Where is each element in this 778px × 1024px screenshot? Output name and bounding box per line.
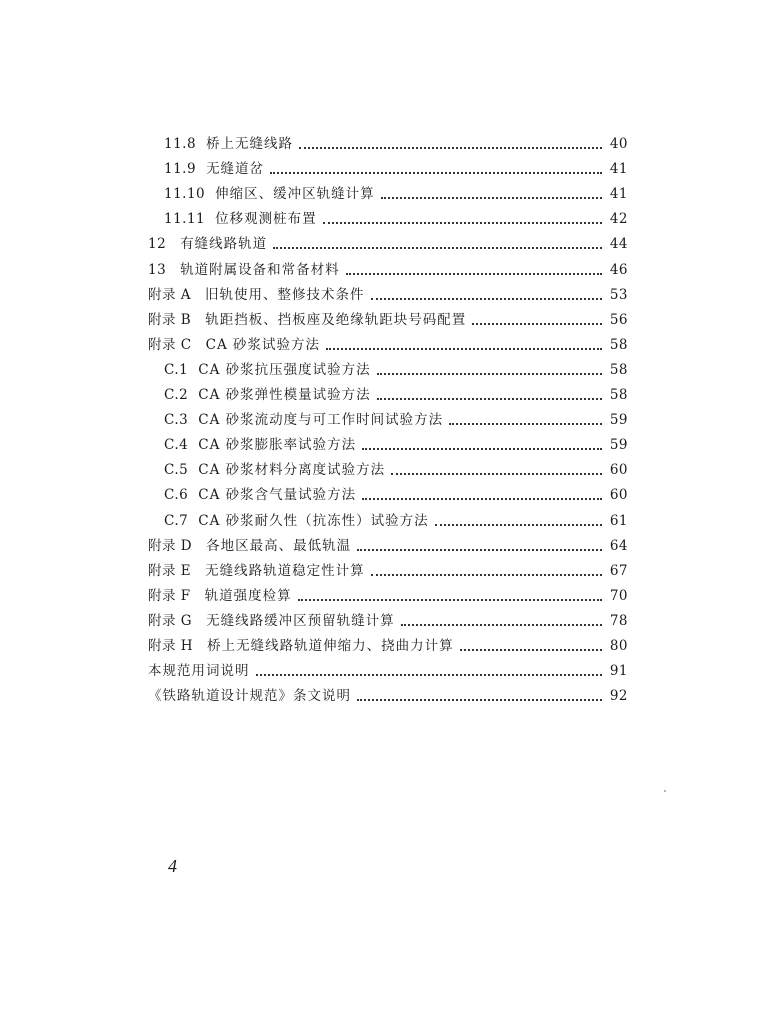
page-ref: 58 <box>609 361 628 378</box>
section-title: 各地区最高、最低轨温 <box>206 537 352 554</box>
section-number: 附录 D <box>148 537 193 554</box>
toc-entry-c-1[interactable] <box>148 354 628 379</box>
toc-entry-11-11[interactable] <box>148 203 628 228</box>
section-title: 伸缩区、缓冲区轨缝计算 <box>215 186 375 203</box>
page-ref: 61 <box>609 512 628 529</box>
dot-leader <box>270 172 602 174</box>
toc-entry-11-8[interactable] <box>148 128 628 153</box>
toc-entry-c-7[interactable] <box>148 504 628 529</box>
page-ref: 58 <box>609 387 628 404</box>
page-ref: 78 <box>609 612 628 629</box>
page-ref: 46 <box>609 261 628 278</box>
section-title: CA 砂浆抗压强度试验方法 <box>198 361 371 378</box>
page-ref: 41 <box>609 161 628 178</box>
dot-leader <box>371 298 602 300</box>
toc-entry-c-2[interactable] <box>148 379 628 404</box>
dot-leader <box>377 398 602 400</box>
dot-leader <box>357 549 602 551</box>
section-title: 无缝线路轨道稳定性计算 <box>205 562 365 579</box>
page-ref: 56 <box>609 311 628 328</box>
section-title: 旧轨使用、整修技术条件 <box>205 286 365 303</box>
dot-leader <box>273 247 602 249</box>
toc-entry-appendix-f[interactable] <box>148 580 628 605</box>
section-title: 轨距挡板、挡板座及绝缘轨距块号码配置 <box>205 311 467 328</box>
dot-leader <box>323 222 602 224</box>
section-title: 位移观测桩布置 <box>215 211 317 228</box>
dot-leader <box>298 599 602 601</box>
section-title: 轨道强度检算 <box>204 587 292 604</box>
toc-entry-appendix-h[interactable] <box>148 630 628 655</box>
section-number: 附录 C <box>148 336 192 353</box>
section-title: CA 砂浆试验方法 <box>205 336 320 353</box>
toc-entry-12[interactable] <box>148 228 628 253</box>
section-number: C.1 <box>164 361 189 378</box>
section-number: 附录 A <box>148 286 192 303</box>
section-title: 有缝线路轨道 <box>180 236 268 253</box>
section-title: 本规范用词说明 <box>148 663 250 680</box>
page-ref: 59 <box>609 412 628 429</box>
section-title: CA 砂浆耐久性（抗冻性）试验方法 <box>198 512 429 529</box>
dot-leader <box>299 147 602 149</box>
dot-leader <box>472 323 602 325</box>
section-number: 附录 G <box>148 612 193 629</box>
dot-leader <box>357 699 602 701</box>
section-number: 11.8 <box>164 136 197 153</box>
page-ref: 92 <box>609 688 628 705</box>
toc-entry-appendix-g[interactable] <box>148 605 628 630</box>
dot-leader <box>435 524 602 526</box>
toc-entry-appendix-e[interactable] <box>148 555 628 580</box>
section-title: 桥上无缝线路轨道伸缩力、挠曲力计算 <box>207 637 454 654</box>
toc-entry-appendix-b[interactable] <box>148 304 628 329</box>
dot-leader <box>377 373 602 375</box>
toc-entry-appendix-a[interactable] <box>148 279 628 304</box>
section-title: CA 砂浆膨胀率试验方法 <box>198 437 357 454</box>
toc-entry-c-5[interactable] <box>148 454 628 479</box>
dot-leader <box>449 423 602 425</box>
section-title: CA 砂浆弹性模量试验方法 <box>198 387 371 404</box>
section-number: 附录 E <box>148 562 192 579</box>
dot-leader <box>346 273 602 275</box>
section-title: 桥上无缝线路 <box>206 136 294 153</box>
section-number: C.2 <box>164 387 189 404</box>
section-number: 11.10 <box>164 186 206 203</box>
section-title: CA 砂浆材料分离度试验方法 <box>198 462 386 479</box>
section-title: CA 砂浆流动度与可工作时间试验方法 <box>198 412 444 429</box>
section-number: C.5 <box>164 462 189 479</box>
page-ref: 40 <box>609 136 628 153</box>
page-ref: 60 <box>609 462 628 479</box>
toc-entry-c-6[interactable] <box>148 479 628 504</box>
section-number: 11.11 <box>164 211 206 228</box>
section-title: 无缝线路缓冲区预留轨缝计算 <box>206 612 395 629</box>
toc-entry-appendix-d[interactable] <box>148 530 628 555</box>
page-ref: 67 <box>609 562 628 579</box>
dot-leader <box>362 498 602 500</box>
toc-entry-c-3[interactable] <box>148 404 628 429</box>
page-ref: 41 <box>609 186 628 203</box>
page-ref: 44 <box>609 236 628 253</box>
section-number: C.3 <box>164 412 189 429</box>
section-number: 12 <box>148 236 167 253</box>
page-ref: 42 <box>609 211 628 228</box>
page-ref: 53 <box>609 286 628 303</box>
toc-entry-appendix-c[interactable] <box>148 329 628 354</box>
page-ref: 80 <box>609 637 628 654</box>
section-number: 11.9 <box>164 161 197 178</box>
toc-entry-11-10[interactable] <box>148 178 628 203</box>
section-number: C.4 <box>164 437 189 454</box>
table-of-contents <box>148 128 628 705</box>
section-title: CA 砂浆含气量试验方法 <box>198 487 357 504</box>
scan-speck <box>664 790 666 792</box>
dot-leader <box>401 624 602 626</box>
toc-entry-wording-notes[interactable] <box>148 655 628 680</box>
dot-leader <box>256 674 603 676</box>
page-number: 4 <box>168 856 177 876</box>
section-title: 无缝道岔 <box>206 161 265 178</box>
dot-leader <box>362 448 602 450</box>
dot-leader <box>460 649 602 651</box>
section-title: 《铁路轨道设计规范》条文说明 <box>148 688 351 705</box>
dot-leader <box>326 348 602 350</box>
section-number: 附录 H <box>148 637 194 654</box>
section-number: 附录 B <box>148 311 192 328</box>
toc-entry-11-9[interactable] <box>148 153 628 178</box>
toc-entry-13[interactable] <box>148 253 628 278</box>
page-ref: 70 <box>609 587 628 604</box>
section-number: C.6 <box>164 487 189 504</box>
page-ref: 60 <box>609 487 628 504</box>
page-ref: 58 <box>609 336 628 353</box>
page-ref: 59 <box>609 437 628 454</box>
toc-entry-explanation[interactable] <box>148 680 628 705</box>
section-number: 13 <box>148 261 167 278</box>
dot-leader <box>371 574 602 576</box>
dot-leader <box>381 197 602 199</box>
section-number: C.7 <box>164 512 189 529</box>
page-ref: 91 <box>609 663 628 680</box>
dot-leader <box>391 473 602 475</box>
section-title: 轨道附属设备和常备材料 <box>180 261 340 278</box>
page-ref: 64 <box>609 537 628 554</box>
toc-entry-c-4[interactable] <box>148 429 628 454</box>
section-number: 附录 F <box>148 587 191 604</box>
